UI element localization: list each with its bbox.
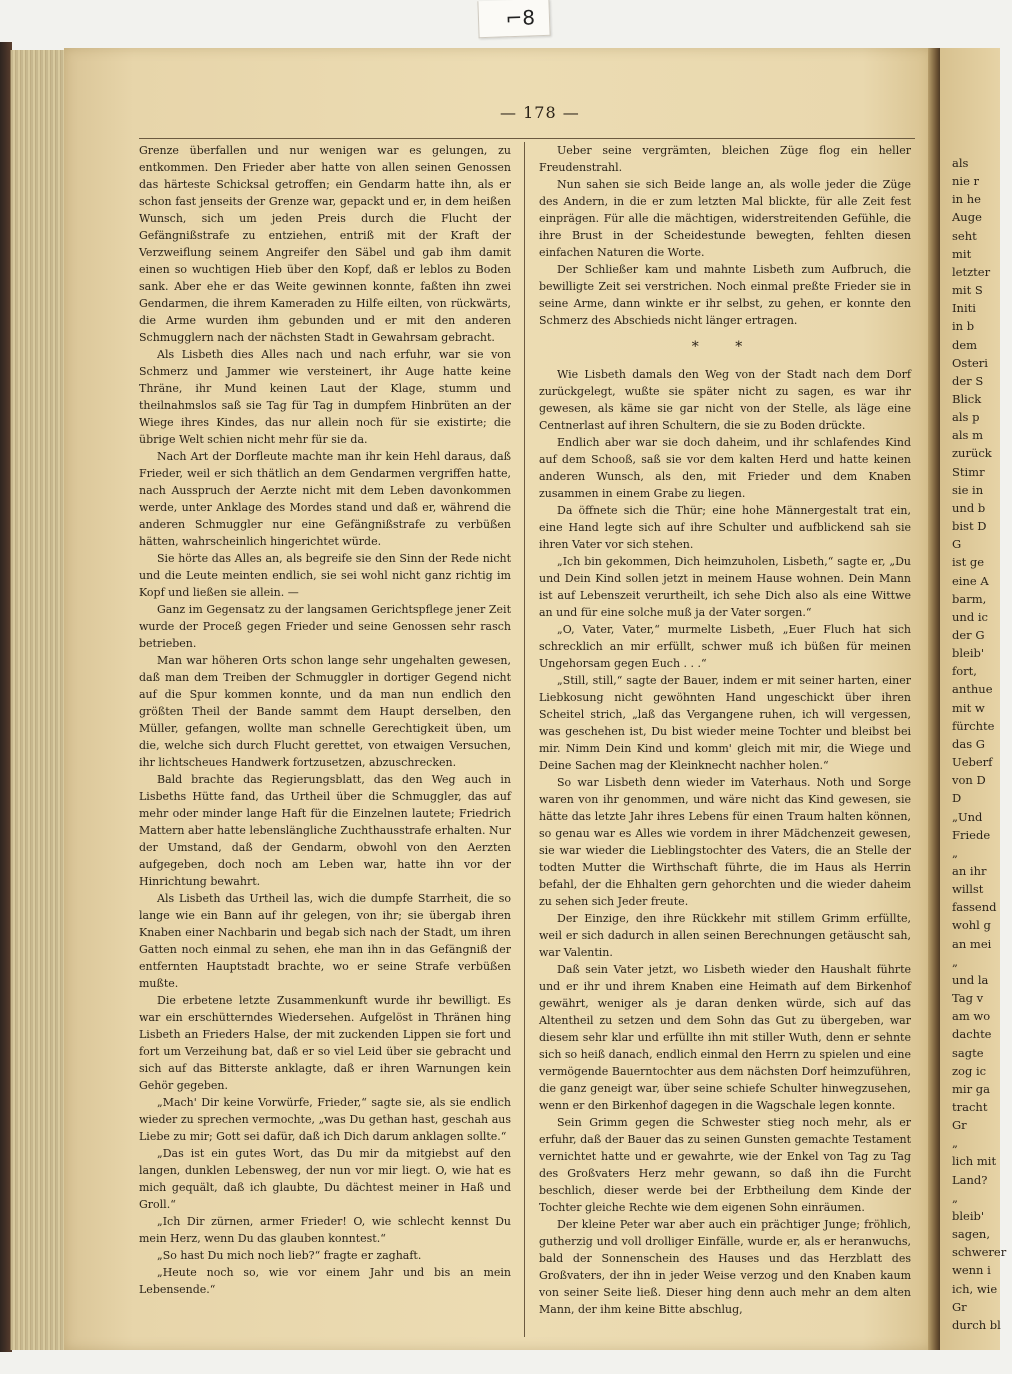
next-page-fragment: fürchte xyxy=(952,718,995,733)
paragraph: Sie hörte das Alles an, als begreife sie den Sinn der Rede nicht und die Leute meinten endlich, sie sei wohl nicht ganz richtig im Kopf und ließen sie allein. — xyxy=(139,552,511,599)
next-page-fragment: der G xyxy=(952,628,985,642)
next-page-fragment: Blick xyxy=(952,392,982,406)
paragraph: „Ich Dir zürnen, armer Frieder! O, wie schlecht kennst Du mein Herz, wenn Du das glauben konntest.“ xyxy=(139,1215,511,1245)
next-page-fragment: durch bl xyxy=(952,1317,1001,1332)
right-column xyxy=(539,142,911,1318)
paragraph: Man war höheren Orts schon lange sehr ungehalten gewesen, daß man dem Treiben der Schmuggler in dortiger Gegend nicht auf die Spur kommen konnte, und da man nun endlich den größten Theil der Bande sammt dem Haupt derselben, den Müller, gefangen, wollte man schnelle Gerechtigkeit üben, um die, welche sich durch Flucht gerettet, von etwaigen Versuchen, ihr lichtscheues Handwerk fortzusetzen, abzuschrecken. xyxy=(139,654,511,769)
next-page-fragment: in he xyxy=(952,192,981,207)
tag-mark: ⌐8 xyxy=(505,5,536,31)
next-page-fragment: mit w xyxy=(952,700,985,715)
paragraph: Da öffnete sich die Thür; eine hohe Männergestalt trat ein, eine Hand legte sich auf ihre Schulter und aufblickend sah sie ihren Vater vor sich stehen. xyxy=(539,504,911,551)
next-page-fragment: G xyxy=(952,537,962,552)
paragraph: Daß sein Vater jetzt, wo Lisbeth wieder den Haushalt führte und er ihr und ihrem Knaben eine Heimath auf dem Birkenhof gewährt, weniger als je daran denken würde, sich auf das Altentheil zu setzen und dem Sohn das Gut zu übergeben, war diesem sehr klar und erfüllte ihn mit stiller Wuth, denn er sehnte sich so heiß danach, endlich einmal den Herrn zu spielen und eine vermögende Bauerntochter aus dem nächsten Dorf heimzuführen, die ganz geneigt war, über seine schiefe Schulter hinwegzusehen, wenn er den Birkenhof dagegen in die Wagschale legen konnte. xyxy=(539,963,911,1112)
next-page-fragment: ich, wie xyxy=(952,1281,998,1296)
left-column xyxy=(139,142,511,1298)
header-rule xyxy=(139,138,915,139)
next-page-fragment: wohl g xyxy=(952,918,991,933)
next-page-fragment: Friede xyxy=(952,827,991,842)
paragraph: Sein Grimm gegen die Schwester stieg noch mehr, als er erfuhr, daß der Bauer das zu seinen Gunsten gemachte Testament vernichtet hatte und er gewahrte, wie der Enkel von Tag zu Tag des Großvaters Herz mehr gewann, so daß ihn die Furcht beschlich, dieser werde bei der Erbtheilung dem Kinde der Tochter gleiche Rechte wie dem eigenen Sohn einräumen. xyxy=(539,1116,911,1214)
page-number: — 178 — xyxy=(500,103,580,122)
paragraph: Nun sahen sie sich Beide lange an, als wolle jeder die Züge des Andern, in die er zum letzten Mal blickte, für alle Zeit fest einprägen. Für alle die mächtigen, widerstreitenden Gefühle, die ihre Brust in der Scheidestunde bewegten, fehlten diesen einfachen Naturen die Worte. xyxy=(539,178,911,259)
next-page-fragment: dem xyxy=(952,337,978,352)
next-page-fragment: und b xyxy=(952,500,986,515)
next-page-fragment: sie in xyxy=(952,482,984,497)
page-edges xyxy=(10,50,69,1350)
paragraph: Ueber seine vergrämten, bleichen Züge flog ein heller Freudenstrahl. xyxy=(539,144,911,174)
next-page-fragment: in b xyxy=(952,319,975,334)
paragraph: Grenze überfallen und nur wenigen war es gelungen, zu entkommen. Den Frieder aber hatte von allen seinen Genossen das härteste Schicksal getroffen; ein Gendarm hatte ihn, als er schon fast jenseits der Grenze war, gepackt und er, in dem heißen Wunsch, sich um jeden Preis durch die Flucht der Gefängnißstrafe zu entziehen, entriß mit der Kraft der Verzweiflung seinem Angreifer den Säbel und gab ihm damit einen so wuchtigen Hieb über den Kopf, daß er leblos zu Boden sank. Aber ehe er das Weite gewinnen konnte, faßten ihn zwei Gendarmen, die ihrem Kameraden zu Hilfe eilten, von rückwärts, die Arme wurden ihm gebunden und er mit den anderen Schmugglern nach der nächsten Stadt in Gewahrsam gebracht. xyxy=(139,144,511,344)
paragraph: „O, Vater, Vater,“ murmelte Lisbeth, „Euer Fluch hat sich schrecklich an mir erfüllt, schwer muß ich büßen für meinen Ungehorsam gegen Euch . . .“ xyxy=(539,623,911,670)
next-page-fragment: zurück xyxy=(952,446,992,461)
next-page-fragment: als xyxy=(952,156,969,170)
paragraph: Der Einzige, den ihre Rückkehr mit stillem Grimm erfüllte, weil er sich dadurch in allen seinen Berechnungen getäuscht sah, war Valentin. xyxy=(539,912,911,959)
next-page-fragment: D xyxy=(952,791,962,806)
paper-tag xyxy=(477,0,550,38)
next-page-fragment: bleib' xyxy=(952,1208,985,1223)
next-page-fragment: Gr xyxy=(952,1299,967,1314)
next-page-fragment: Ueberf xyxy=(952,755,993,770)
next-page-fragment: als p xyxy=(952,410,980,425)
next-page-fragment: mit S xyxy=(952,283,983,298)
next-page-fragment: wenn i xyxy=(952,1263,991,1278)
next-page-fragment: tracht xyxy=(952,1100,988,1114)
next-page-fragment: barm, xyxy=(952,591,987,606)
next-page-fragment: der S xyxy=(952,373,984,388)
paragraph: „Das ist ein gutes Wort, das Du mir da mitgiebst auf den langen, dunklen Lebensweg, der nun vor mir liegt. O, wie hat es mich gequält, daß ich glaubte, Du dächtest meiner in Haß und Groll.“ xyxy=(139,1147,511,1211)
next-page-fragment: ist ge xyxy=(952,555,985,570)
paragraph: „Heute noch so, wie vor einem Jahr und bis an mein Lebensende.“ xyxy=(139,1266,511,1296)
paragraph: So war Lisbeth denn wieder im Vaterhaus. Noth und Sorge waren von ihr genommen, und wäre nicht das Kind gewesen, sie hätte das letzte Jahr ihres Lebens für einen Traum halten können, so genau war es Alles wie vordem in ihrer Mädchenzeit gewesen, sie war wieder die Lieblingstochter des Vaters, die an Stelle der todten Mutter die Wirthschaft führte, die im Haus als Herrin befahl, der die Ehhalten gern gehorchten und die wieder daheim zu sehen sich Jeder freute. xyxy=(539,776,911,908)
paragraph: „Mach' Dir keine Vorwürfe, Frieder,“ sagte sie, als sie endlich wieder zu sprechen vermochte, „was Du gethan hast, geschah aus Liebe zu mir; Gott sei dafür, daß ich Dich darum anklagen sollte.“ xyxy=(139,1096,511,1143)
next-page-fragment: lich mit xyxy=(952,1154,997,1169)
paragraph: Die erbetene letzte Zusammenkunft wurde ihr bewilligt. Es war ein erschütterndes Wiedersehen. Aufgelöst in Thränen hing Lisbeth an Frieders Halse, der mit zuckenden Lippen sie fort und fort um Verzeihung bat, daß er so viel Leid über sie gebracht und sich auf das Bitterste anklagte, daß er ihren Warnungen kein Gehör gegeben. xyxy=(139,994,511,1092)
next-page-fragment: und ic xyxy=(952,609,988,624)
next-page-fragment: an ihr xyxy=(952,864,987,878)
next-page-fragment: willst xyxy=(952,882,984,897)
paragraph: Der kleine Peter war aber auch ein prächtiger Junge; fröhlich, gutherzig und voll drolliger Einfälle, wurde er, als er heranwuchs, bald der Sonnenschein des Hauses und das Herzblatt des Großvaters, der ihn in jeder Weise verzog und den Knaben kaum von seiner Seite ließ. Dieser hing denn auch mehr an dem alten Mann, der ihm keine Bitte abschlug, xyxy=(539,1218,911,1316)
next-page-fragment: und la xyxy=(952,972,989,987)
next-page-fragment: „Und xyxy=(952,809,983,824)
paragraph: Wie Lisbeth damals den Weg von der Stadt nach dem Dorf zurückgelegt, wußte sie später nicht zu sagen, es war ihr gewesen, als käme sie gar nicht von der Stelle, als läge eine Centnerlast auf ihren Schultern, die sie zu Boden drückte. xyxy=(539,368,911,432)
next-page-fragment: letzter xyxy=(952,264,991,279)
paragraph: Bald brachte das Regierungsblatt, das den Weg auch in Lisbeths Hütte fand, das Urtheil über die Schmuggler, das auf mehr oder minder lange Haft für die Einzelnen lautete; Friedrich Mattern aber hatte lebenslängliche Zuchthausstrafe erhalten. Nur der Umstand, daß der Gendarm, obwohl von den Aerzten aufgegeben, doch noch am Leben war, hatte ihn vor der Hinrichtung bewahrt. xyxy=(139,773,511,888)
next-page-fragment: fassend xyxy=(952,900,997,915)
next-page-fragment: zog ic xyxy=(952,1063,987,1078)
paragraph: Als Lisbeth das Urtheil las, wich die dumpfe Starrheit, die so lange wie ein Bann auf ihr gelegen, von ihr; sie übergab ihren Knaben einer Nachbarin und begab sich nach der Stadt, um ihren Gatten noch einmal zu sehen, ehe man ihn in das Gefängniß der entfernten Hauptstadt brachte, wo er seine Strafe verbüßen mußte. xyxy=(139,892,511,990)
next-page-fragment: Land? xyxy=(952,1172,988,1187)
next-page-fragment: „ xyxy=(952,954,958,969)
next-page-fragment: „ xyxy=(952,1190,958,1205)
paragraph: „Still, still,“ sagte der Bauer, indem er mit seiner harten, einer Liebkosung nicht gewöhnten Hand ungeschickt über ihren Scheitel strich, „laß das Vergangene ruhen, ich will vergessen, was geschehen ist, Du bist wieder meine Tochter und bleibst bei mir. Nimm Dein Kind und komm' gleich mit mir, die Wiege und Deine Sachen mag der Kleinknecht nachher holen.“ xyxy=(539,674,911,772)
next-page-fragment: Gr xyxy=(952,1118,967,1133)
next-page-fragment: bleib' xyxy=(952,646,985,661)
next-page-fragment: sagen, xyxy=(952,1227,990,1242)
next-page-fragment: schwerer xyxy=(952,1245,1007,1260)
next-page-fragment: als m xyxy=(952,428,983,443)
next-page-fragment: fort, xyxy=(952,664,977,679)
paragraph: Nach Art der Dorfleute machte man ihr kein Hehl daraus, daß Frieder, weil er sich thätlich an dem Gendarmen vergriffen hatte, nach Ausspruch der Aerzte nicht mit dem Leben davonkommen werde, unter Anklage des Mordes stand und daß er, während die anderen Schmuggler nur eine Gefängnißstrafe zu verbüßen hätten, wahrscheinlich hingerichtet würde. xyxy=(139,450,511,548)
paragraph: „So hast Du mich noch lieb?“ fragte er zaghaft. xyxy=(157,1249,422,1262)
paragraph: Endlich aber war sie doch daheim, und ihr schlafendes Kind auf dem Schooß, saß sie vor dem kalten Herd und hatte keinen anderen Wunsch, als den, mit Frieder und dem Knaben zusammen in einem Grabe zu liegen. xyxy=(539,436,911,500)
next-page-fragment: am wo xyxy=(952,1009,991,1024)
next-page-fragment: nie r xyxy=(952,174,980,189)
paragraph: „Ich bin gekommen, Dich heimzuholen, Lisbeth,“ sagte er, „Du und Dein Kind sollen jetzt in meinem Hause wohnen. Dein Mann ist auf Lebenszeit verurtheilt, ich sehe Dich also als eine Wittwe an und für eine solche muß ja der Vater sorgen.“ xyxy=(539,555,911,619)
next-page-fragment: eine A xyxy=(952,573,989,588)
next-page-fragment: Initi xyxy=(952,301,976,316)
next-page-fragment: mit xyxy=(952,246,972,261)
next-page-fragment: anthue xyxy=(952,682,993,697)
next-page-fragment: Osteri xyxy=(952,355,988,370)
column-divider xyxy=(524,142,525,1337)
next-page-fragment: an mei xyxy=(952,936,992,951)
next-page-fragment: von D xyxy=(952,773,986,788)
next-page-fragment: das G xyxy=(952,736,985,751)
paragraph: Der Schließer kam und mahnte Lisbeth zum Aufbruch, die bewilligte Zeit sei verstrichen. Noch einmal preßte Frieder sie in seine Arme, dann winkte er ihr selbst, zu gehen, er konnte den Schmerz des Abschieds nicht länger ertragen. xyxy=(539,263,911,327)
next-page-fragment: Auge xyxy=(952,210,982,225)
next-page-fragment: Tag v xyxy=(952,991,984,1006)
section-break: * * xyxy=(691,339,759,355)
next-page-fragment: seht xyxy=(952,228,977,243)
next-page-fragment: Stimr xyxy=(952,464,985,479)
paragraph: Als Lisbeth dies Alles nach und nach erfuhr, war sie von Schmerz und Jammer wie versteinert, ihr Auge hatte keine Thräne, ihr Mund keinen Laut der Klage, stumm und theilnahmslos saß sie Tag für Tag in dumpfem Hinbrüten an der Wiege ihres Kindes, das nur allein noch für sie existirte; die übrige Welt schien nicht mehr für sie da. xyxy=(139,348,511,446)
next-page-fragment: „ xyxy=(952,1136,958,1151)
next-page-fragment: sagte xyxy=(952,1045,984,1060)
next-page-fragment: dachte xyxy=(952,1027,992,1042)
next-page-edge xyxy=(940,48,1007,1350)
next-page-fragment: bist D xyxy=(952,519,987,534)
paragraph: Ganz im Gegensatz zu der langsamen Gerichtspflege jener Zeit wurde der Proceß gegen Frieder und seine Genossen sehr rasch betrieben. xyxy=(139,603,511,650)
next-page-fragment: „ xyxy=(952,845,958,860)
next-page-fragment: mir ga xyxy=(952,1081,990,1096)
